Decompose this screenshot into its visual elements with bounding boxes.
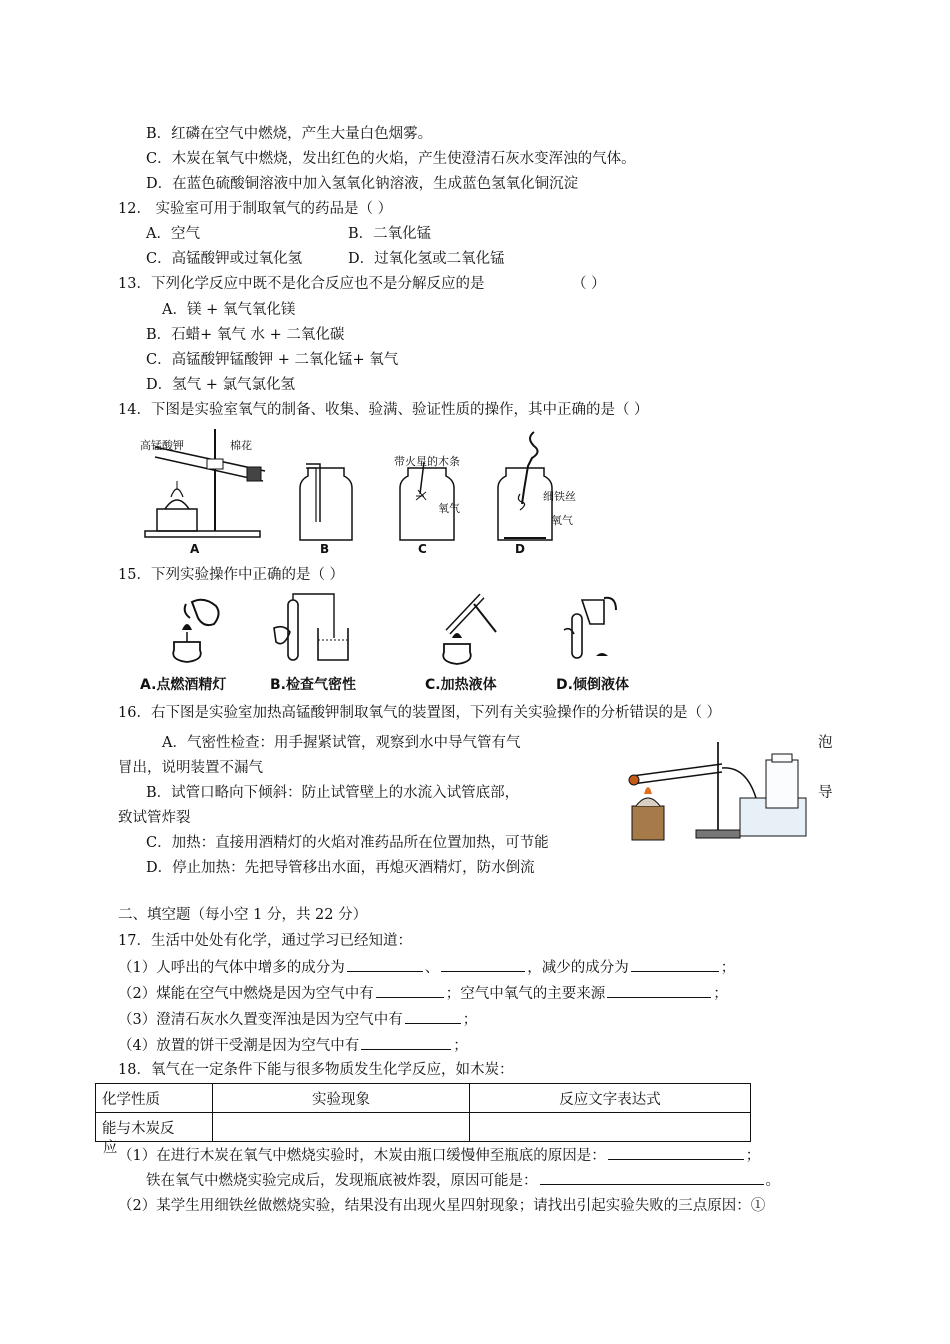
- q17-line-2: [118, 983, 728, 1004]
- q17-1-text-d: ；: [720, 960, 736, 976]
- q17-2-blank-b[interactable]: [607, 983, 711, 998]
- q16-option-b-line1: B．试管口略向下倾斜：防止试管壁上的水流入试管底部，: [146, 785, 520, 801]
- q18-1a-text: （1）在进行木炭在氧气中燃烧实验时，木炭由瓶口缓慢伸至瓶底的原因是：: [118, 1148, 606, 1164]
- q18-1b-blank[interactable]: [540, 1170, 764, 1185]
- q12-option-b: B．二氧化锰: [348, 226, 432, 242]
- q14-label-cotton: 棉花: [230, 439, 252, 452]
- q13-option-d: D．氢气 + 氯气氯化氢: [146, 377, 295, 393]
- q11-option-b: B．红磷在空气中燃烧，产生大量白色烟雾。: [146, 126, 433, 142]
- q14-label-iron-wire: 细铁丝: [543, 490, 576, 503]
- q12-stem: 12． 实验室可用于制取氧气的药品是（ ）: [118, 201, 393, 217]
- q12-option-c: C．高锰酸钾或过氧化氢: [146, 251, 303, 267]
- q14-label-oxygen-c: 氧气: [438, 502, 460, 515]
- q15-pour-liquid-diagram: [560, 594, 630, 668]
- q15-stem: 15．下列实验操作中正确的是（ ）: [118, 567, 345, 583]
- q15-light-lamp-diagram: [164, 594, 234, 666]
- q15-caption-a: A.点燃酒精灯: [140, 677, 227, 693]
- q16-option-c: C．加热：直接用酒精灯的火焰对准药品所在位置加热，可节能: [146, 835, 549, 851]
- q17-1-blank-a[interactable]: [347, 957, 423, 972]
- q17-4-text-b: ；: [453, 1038, 468, 1054]
- q17-1-text-a: （1）人呼出的气体中增多的成分为: [118, 960, 345, 976]
- q17-line-1: [118, 957, 735, 978]
- q18-cell-equation[interactable]: [470, 1113, 751, 1142]
- q17-2-text-b: ；空气中氧气的主要来源: [445, 986, 606, 1002]
- q14-letter-c: C: [418, 542, 427, 556]
- q17-1-blank-b[interactable]: [441, 957, 525, 972]
- q17-3-blank[interactable]: [405, 1009, 461, 1024]
- q14-letter-a: A: [190, 542, 200, 556]
- q17-line-3: [118, 1009, 477, 1030]
- q12-option-d: D．过氧化氢或二氧化锰: [348, 251, 505, 267]
- q14-stem: 14．下图是实验室氧气的制备、收集、验满、验证性质的操作，其中正确的是（ ）: [118, 402, 649, 418]
- q18-1b-text: 铁在氧气中燃烧实验完成后，发现瓶底被炸裂，原因可能是：: [146, 1173, 538, 1189]
- q17-3-text-a: （3）澄清石灰水久置变浑浊是因为空气中有: [118, 1012, 403, 1028]
- q15-caption-d: D.倾倒液体: [556, 677, 629, 693]
- q17-2-text-a: （2）煤能在空气中燃烧是因为空气中有: [118, 986, 374, 1002]
- q16-option-a-line1-end: 泡: [818, 735, 833, 751]
- q18-row-carbon-label: 能与木炭反: [102, 1120, 175, 1137]
- q14-label-oxygen-d: 氧气: [551, 514, 573, 527]
- q17-1-blank-c[interactable]: [631, 957, 719, 972]
- q17-4-text-a: （4）放置的饼干受潮是因为空气中有: [118, 1038, 360, 1054]
- q13-option-b: B．石蜡+ 氧气 水 + 二氧化碳: [146, 327, 345, 343]
- q18-1b-end: 。: [765, 1173, 780, 1189]
- q18-1a-end: ；: [745, 1148, 761, 1164]
- q15-caption-b: B.检查气密性: [270, 677, 356, 693]
- q18-sub1-line-b: [146, 1170, 780, 1191]
- q16-stem: 16．右下图是实验室加热高锰酸钾制取氧气的装置图，下列有关实验操作的分析错误的是（ ）: [118, 705, 722, 721]
- q17-1-text-b: 、: [424, 960, 440, 976]
- q11-option-c: C．木炭在氧气中燃烧，发出红色的火焰，产生使澄清石灰水变浑浊的气体。: [146, 151, 636, 167]
- q16-apparatus-diagram: [626, 738, 812, 842]
- q18-row-carbon-cut-char: 应: [103, 1140, 118, 1156]
- q14-iron-wire-d-diagram: [494, 430, 556, 542]
- q15-caption-c: C.加热液体: [425, 677, 497, 693]
- q14-letter-d: D: [515, 542, 525, 556]
- q11-option-d: D．在蓝色硫酸铜溶液中加入氢氧化钠溶液，生成蓝色氢氧化铜沉淀: [146, 176, 579, 192]
- q17-1-text-c: ，减少的成分为: [527, 960, 629, 976]
- q17-3-text-b: ；: [462, 1012, 478, 1028]
- q18-stem: 18．氧气在一定条件下能与很多物质发生化学反应，如木炭：: [118, 1062, 514, 1078]
- q13-option-c: C．高锰酸钾锰酸钾 + 二氧化锰+ 氧气: [146, 352, 399, 368]
- q15-airtight-check-diagram: [270, 598, 350, 668]
- q17-2-blank-a[interactable]: [376, 983, 444, 998]
- q17-stem: 17．生活中处处有化学，通过学习已经知道：: [118, 933, 412, 949]
- q13-option-a: A．镁 + 氧气氧化镁: [162, 302, 296, 318]
- section-2-heading: 二、填空题（每小空 1 分，共 22 分）: [118, 907, 368, 923]
- q18-1a-blank[interactable]: [608, 1145, 744, 1160]
- q16-option-a-line2: 冒出，说明装置不漏气: [118, 760, 263, 776]
- q12-option-a: A．空气: [146, 226, 200, 242]
- q16-option-a-line1: A．气密性检查：用手握紧试管，观察到水中导气管有气: [162, 735, 521, 751]
- q18-header-equation: 反应文字表达式: [470, 1084, 751, 1113]
- q16-option-b-line1-end: 导: [818, 785, 833, 801]
- q18-cell-phenomenon[interactable]: [213, 1113, 470, 1142]
- q14-label-potassium-permanganate: 高锰酸钾: [140, 439, 184, 452]
- q16-option-b-line2: 致试管炸裂: [118, 810, 191, 826]
- q18-sub2-line: （2）某学生用细铁丝做燃烧实验，结果没有出现火星四射现象；请找出引起实验失败的三点原因：①: [118, 1198, 766, 1214]
- q18-sub1-line-a: [118, 1145, 760, 1166]
- q16-option-d: D．停止加热：先把导管移出水面，再熄灭酒精灯，防水倒流: [146, 860, 535, 876]
- q18-header-property: 化学性质: [96, 1084, 213, 1113]
- q14-gas-bottle-b-diagram: [296, 462, 356, 544]
- q14-letter-b: B: [320, 542, 330, 556]
- q18-header-phenomenon: 实验现象: [213, 1084, 470, 1113]
- q17-4-blank[interactable]: [361, 1035, 451, 1050]
- q13-answer-paren: （ ）: [572, 276, 606, 292]
- q14-label-glowing-splint: 带火星的木条: [394, 455, 460, 468]
- q15-heat-liquid-diagram: [430, 594, 500, 668]
- q13-stem: 13．下列化学反应中既不是化合反应也不是分解反应的是: [118, 276, 485, 292]
- q17-line-4: [118, 1035, 468, 1056]
- q17-2-text-c: ；: [713, 986, 728, 1002]
